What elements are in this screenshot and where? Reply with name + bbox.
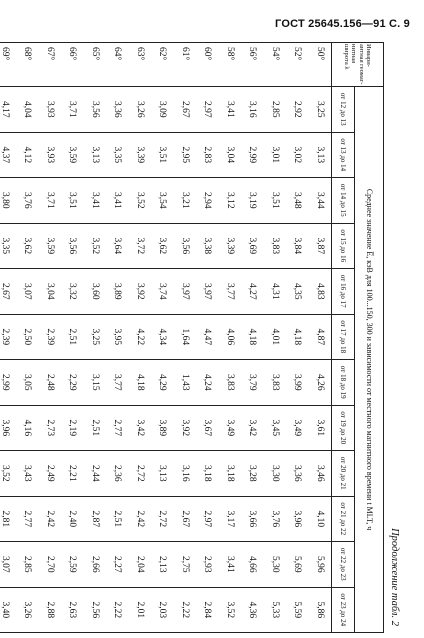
value-cell: 2,94 <box>196 178 219 224</box>
value-cell: 2,36 <box>106 451 129 497</box>
value-cell: 2,66 <box>84 542 107 588</box>
value-cell: 2,99 <box>0 360 16 406</box>
value-cell: 2,72 <box>151 496 174 542</box>
value-cell: 2,44 <box>84 451 107 497</box>
latitude-cell: 63° <box>129 43 152 87</box>
value-cell: 3,41 <box>84 178 107 224</box>
corner-header: Инвари-антная геомаг-нитная широта λ <box>332 43 384 87</box>
latitude-cell: 52° <box>286 43 309 87</box>
latitude-cell: 58° <box>219 43 242 87</box>
value-cell: 3,15 <box>84 360 107 406</box>
hour-header: от 18 до 19 <box>332 360 355 406</box>
value-cell: 3,41 <box>219 542 242 588</box>
value-cell: 3,96 <box>286 496 309 542</box>
value-cell: 3,83 <box>219 360 242 406</box>
value-cell: 3,56 <box>61 223 84 269</box>
latitude-cell: 65° <box>84 43 107 87</box>
hour-header: от 13 до 14 <box>332 132 355 178</box>
value-cell: 3,52 <box>0 451 16 497</box>
value-cell: 3,25 <box>309 87 332 133</box>
value-cell: 2,88 <box>39 587 62 633</box>
value-cell: 3,48 <box>286 178 309 224</box>
table-row <box>241 43 264 633</box>
value-cell: 3,49 <box>219 405 242 451</box>
value-cell: 3,35 <box>0 223 16 269</box>
value-cell: 3,51 <box>61 178 84 224</box>
rotated-table-container <box>0 42 402 632</box>
value-cell: 3,46 <box>309 451 332 497</box>
value-cell: 2,22 <box>106 587 129 633</box>
value-cell: 3,84 <box>286 223 309 269</box>
value-cell: 4,87 <box>309 314 332 360</box>
value-cell: 3,09 <box>151 87 174 133</box>
value-cell: 3,59 <box>61 132 84 178</box>
value-cell: 4,18 <box>286 314 309 360</box>
value-cell: 4,12 <box>16 132 39 178</box>
value-cell: 3,56 <box>174 223 197 269</box>
value-cell: 3,41 <box>219 87 242 133</box>
value-cell: 3,40 <box>0 587 16 633</box>
latitude-cell: 61° <box>174 43 197 87</box>
table-row <box>196 43 219 633</box>
table-row <box>16 43 39 633</box>
value-cell: 4,10 <box>309 496 332 542</box>
value-cell: 3,32 <box>61 269 84 315</box>
value-cell: 3,43 <box>16 451 39 497</box>
value-cell: 3,42 <box>129 405 152 451</box>
value-cell: 3,19 <box>241 178 264 224</box>
value-cell: 3,12 <box>219 178 242 224</box>
value-cell: 4,16 <box>16 405 39 451</box>
value-cell: 3,89 <box>151 405 174 451</box>
value-cell: 2,93 <box>196 542 219 588</box>
value-cell: 2,85 <box>264 87 287 133</box>
hour-header: от 12 до 13 <box>332 87 355 133</box>
value-cell: 3,76 <box>264 496 287 542</box>
value-cell: 2,92 <box>286 87 309 133</box>
value-cell: 3,04 <box>219 132 242 178</box>
value-cell: 3,51 <box>264 178 287 224</box>
value-cell: 2,51 <box>106 496 129 542</box>
hour-header: от 16 до 17 <box>332 269 355 315</box>
value-cell: 3,35 <box>106 132 129 178</box>
span-title-text: Среднее значение E̅, кэВ для 100...150, 300 и зависимости от местного магнитного времени t <box>365 188 374 505</box>
value-cell: 3,30 <box>264 451 287 497</box>
latitude-cell: 64° <box>106 43 129 87</box>
value-cell: 2,73 <box>39 405 62 451</box>
value-cell: 2,84 <box>196 587 219 633</box>
hour-header: от 15 до 16 <box>332 223 355 269</box>
latitude-cell: 66° <box>61 43 84 87</box>
value-cell: 3,13 <box>309 132 332 178</box>
value-cell: 3,67 <box>196 405 219 451</box>
value-cell: 2,56 <box>84 587 107 633</box>
value-cell: 1,64 <box>174 314 197 360</box>
value-cell: 3,54 <box>151 178 174 224</box>
value-cell: 4,35 <box>286 269 309 315</box>
hour-header: от 17 до 18 <box>332 314 355 360</box>
value-cell: 3,79 <box>241 360 264 406</box>
value-cell: 2,63 <box>61 587 84 633</box>
value-cell: 3,41 <box>106 178 129 224</box>
value-cell: 4,01 <box>264 314 287 360</box>
value-cell: 2,29 <box>61 360 84 406</box>
value-cell: 2,39 <box>0 314 16 360</box>
table-row <box>106 43 129 633</box>
value-cell: 3,62 <box>151 223 174 269</box>
table-row <box>264 43 287 633</box>
value-cell: 3,38 <box>196 223 219 269</box>
table-row <box>0 43 16 633</box>
value-cell: 2,67 <box>174 496 197 542</box>
value-cell: 4,47 <box>196 314 219 360</box>
value-cell: 4,17 <box>0 87 16 133</box>
latitude-cell: 60° <box>196 43 219 87</box>
value-cell: 4,22 <box>129 314 152 360</box>
value-cell: 2,99 <box>241 132 264 178</box>
value-cell: 3,80 <box>0 178 16 224</box>
table-row <box>309 43 332 633</box>
value-cell: 3,49 <box>286 405 309 451</box>
value-cell: 4,26 <box>309 360 332 406</box>
value-cell: 2,21 <box>61 451 84 497</box>
value-cell: 3,26 <box>16 587 39 633</box>
value-cell: 3,74 <box>151 269 174 315</box>
hour-header: от 14 до 15 <box>332 178 355 224</box>
value-cell: 4,37 <box>0 132 16 178</box>
table-body <box>0 43 332 633</box>
hour-header: от 21 до 22 <box>332 496 355 542</box>
latitude-cell: 62° <box>151 43 174 87</box>
value-cell: 2,01 <box>129 587 152 633</box>
value-cell: 4,31 <box>264 269 287 315</box>
value-cell: 2,67 <box>0 269 16 315</box>
value-cell: 3,64 <box>106 223 129 269</box>
value-cell: 2,70 <box>39 542 62 588</box>
value-cell: 3,60 <box>84 269 107 315</box>
value-cell: 3,62 <box>16 223 39 269</box>
value-cell: 3,44 <box>309 178 332 224</box>
value-cell: 3,18 <box>219 451 242 497</box>
value-cell: 1,43 <box>174 360 197 406</box>
value-cell: 3,95 <box>106 314 129 360</box>
value-cell: 2,67 <box>174 87 197 133</box>
value-cell: 2,87 <box>84 496 107 542</box>
value-cell: 3,45 <box>264 405 287 451</box>
value-cell: 3,87 <box>309 223 332 269</box>
value-cell: 3,05 <box>16 360 39 406</box>
table-row <box>129 43 152 633</box>
value-cell: 3,18 <box>196 451 219 497</box>
value-cell: 3,07 <box>0 542 16 588</box>
value-cell: 3,07 <box>16 269 39 315</box>
table-row <box>61 43 84 633</box>
table-row <box>151 43 174 633</box>
value-cell: 2,97 <box>196 496 219 542</box>
value-cell: 4,18 <box>129 360 152 406</box>
value-cell: 2,48 <box>39 360 62 406</box>
value-cell: 3,89 <box>106 269 129 315</box>
value-cell: 3,93 <box>39 132 62 178</box>
value-cell: 4,06 <box>219 314 242 360</box>
value-cell: 3,76 <box>16 178 39 224</box>
value-cell: 3,28 <box>241 451 264 497</box>
value-cell: 2,50 <box>16 314 39 360</box>
value-cell: 2,51 <box>61 314 84 360</box>
value-cell: 2,97 <box>196 87 219 133</box>
value-cell: 3,25 <box>84 314 107 360</box>
value-cell: 3,52 <box>219 587 242 633</box>
value-cell: 5,33 <box>264 587 287 633</box>
value-cell: 4,24 <box>196 360 219 406</box>
value-cell: 2,27 <box>106 542 129 588</box>
value-cell: 3,01 <box>264 132 287 178</box>
latitude-cell: 54° <box>264 43 287 87</box>
value-cell: 3,97 <box>196 269 219 315</box>
value-cell: 3,83 <box>264 360 287 406</box>
value-cell: 2,03 <box>151 587 174 633</box>
span-title-unit: MLT, ч <box>365 506 374 531</box>
span-title <box>355 87 384 633</box>
value-cell: 2,51 <box>84 405 107 451</box>
value-cell: 3,61 <box>309 405 332 451</box>
value-cell: 4,29 <box>151 360 174 406</box>
value-cell: 3,56 <box>84 87 107 133</box>
value-cell: 2,77 <box>16 496 39 542</box>
value-cell: 3,42 <box>241 405 264 451</box>
value-cell: 5,30 <box>264 542 287 588</box>
value-cell: 3,02 <box>286 132 309 178</box>
hour-header: от 19 до 20 <box>332 405 355 451</box>
value-cell: 3,99 <box>286 360 309 406</box>
value-cell: 3,59 <box>39 223 62 269</box>
value-cell: 4,66 <box>241 542 264 588</box>
value-cell: 2,13 <box>151 542 174 588</box>
value-cell: 3,39 <box>219 223 242 269</box>
table-row <box>219 43 242 633</box>
value-cell: 4,27 <box>241 269 264 315</box>
value-cell: 2,85 <box>16 542 39 588</box>
value-cell: 2,83 <box>196 132 219 178</box>
value-cell: 3,26 <box>129 87 152 133</box>
value-cell: 4,04 <box>16 87 39 133</box>
value-cell: 3,52 <box>129 178 152 224</box>
value-cell: 3,39 <box>129 132 152 178</box>
value-cell: 3,21 <box>174 178 197 224</box>
value-cell: 4,83 <box>309 269 332 315</box>
value-cell: 3,71 <box>61 87 84 133</box>
value-cell: 2,59 <box>61 542 84 588</box>
value-cell: 2,39 <box>39 314 62 360</box>
value-cell: 4,34 <box>151 314 174 360</box>
value-cell: 5,69 <box>286 542 309 588</box>
hour-header: от 20 до 21 <box>332 451 355 497</box>
latitude-cell: 68° <box>16 43 39 87</box>
value-cell: 3,92 <box>129 269 152 315</box>
value-cell: 3,69 <box>241 223 264 269</box>
value-cell: 3,17 <box>219 496 242 542</box>
value-cell: 3,36 <box>106 87 129 133</box>
value-cell: 5,59 <box>286 587 309 633</box>
latitude-cell: 56° <box>241 43 264 87</box>
value-cell: 3,04 <box>39 269 62 315</box>
value-cell: 4,36 <box>241 587 264 633</box>
value-cell: 2,95 <box>174 132 197 178</box>
table-row <box>286 43 309 633</box>
value-cell: 3,16 <box>174 451 197 497</box>
table-caption: Продолжение табл. 2 <box>389 528 400 626</box>
value-cell: 3,16 <box>241 87 264 133</box>
value-cell: 3,66 <box>241 496 264 542</box>
value-cell: 3,13 <box>84 132 107 178</box>
value-cell: 2,49 <box>39 451 62 497</box>
value-cell: 3,71 <box>39 178 62 224</box>
value-cell: 3,13 <box>151 451 174 497</box>
latitude-cell: 50° <box>309 43 332 87</box>
value-cell: 3,52 <box>84 223 107 269</box>
hour-header-row <box>332 43 355 633</box>
value-cell: 3,83 <box>264 223 287 269</box>
value-cell: 2,72 <box>129 451 152 497</box>
data-table <box>0 42 384 633</box>
value-cell: 5,86 <box>309 587 332 633</box>
value-cell: 3,36 <box>286 451 309 497</box>
hour-header: от 23 до 24 <box>332 587 355 633</box>
value-cell: 2,42 <box>129 496 152 542</box>
value-cell: 4,18 <box>241 314 264 360</box>
value-cell: 5,96 <box>309 542 332 588</box>
value-cell: 2,81 <box>0 496 16 542</box>
table-row <box>39 43 62 633</box>
latitude-cell: 67° <box>39 43 62 87</box>
table-row <box>84 43 107 633</box>
value-cell: 3,51 <box>151 132 174 178</box>
value-cell: 2,22 <box>174 587 197 633</box>
value-cell: 3,93 <box>39 87 62 133</box>
value-cell: 2,75 <box>174 542 197 588</box>
table-row <box>174 43 197 633</box>
value-cell: 3,77 <box>219 269 242 315</box>
value-cell: 2,04 <box>129 542 152 588</box>
value-cell: 2,40 <box>61 496 84 542</box>
value-cell: 2,77 <box>106 405 129 451</box>
value-cell: 3,97 <box>174 269 197 315</box>
latitude-cell: 69° <box>0 43 16 87</box>
value-cell: 3,96 <box>0 405 16 451</box>
value-cell: 3,77 <box>106 360 129 406</box>
page-header: ГОСТ 25645.156—91 С. 9 <box>275 18 410 30</box>
value-cell: 2,19 <box>61 405 84 451</box>
value-cell: 3,72 <box>129 223 152 269</box>
hour-header: от 22 до 23 <box>332 542 355 588</box>
value-cell: 2,42 <box>39 496 62 542</box>
value-cell: 3,92 <box>174 405 197 451</box>
